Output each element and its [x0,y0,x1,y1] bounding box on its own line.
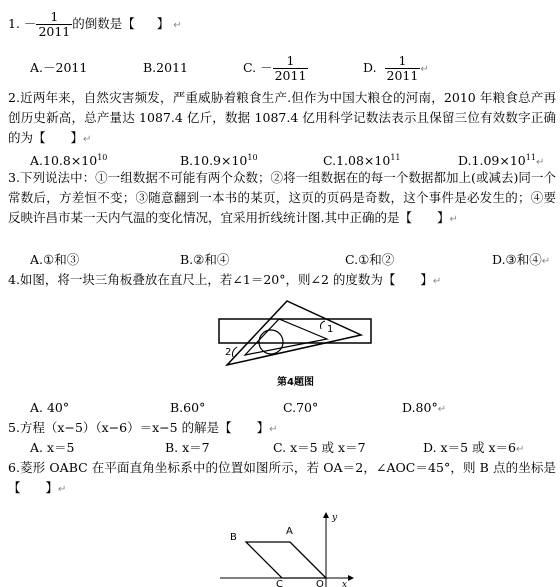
question-number: 1. [8,16,20,31]
q4-option-b[interactable]: B.60° [170,400,206,415]
q3-option-b[interactable]: B.②和④ [180,252,230,267]
return-mark-icon: ↵ [449,214,458,225]
q2-option-c[interactable]: $C.1.08\times 10^{11}$ [323,153,401,169]
fraction-denominator: 2011 [38,24,71,39]
return-mark-icon: ↵ [269,424,278,435]
q3-option-d[interactable]: D.③和④↵ [492,252,551,267]
question-6-stem: 6.菱形 OABC 在平面直角坐标系中的位置如图所示，若 OA＝2，∠AOC＝45°，则 B 点的坐标是【 】↵ [8,460,556,495]
figure-caption: 第4题图 [277,377,314,388]
point-B-label: B [230,532,237,543]
return-mark-icon: ↵ [541,256,551,267]
q1-option-a[interactable]: A.－2011 [30,60,88,75]
question-5-stem: 5.方程（x−5）（x−6）＝x−5 的解是【 】↵ [8,420,278,435]
question-4-stem: 4.如图，将一块三角板叠放在直尺上，若∠1＝20°，则∠2 的度数为【 】↵ [8,272,442,287]
q6-figure-rhombus [220,510,360,587]
return-mark-icon: ↵ [432,276,442,287]
question-1-stem [8,4,182,44]
q4-option-d[interactable]: D.80°↵ [402,400,447,415]
q2-option-a[interactable]: $A.10.8\times 10^{10}$ [30,153,108,169]
q5-option-d[interactable]: D. x＝5 或 x＝6↵ [423,440,525,455]
return-mark-icon: ↵ [173,20,182,31]
q2-option-d[interactable]: $D.1.09\times 10^{11}↵$ [458,153,545,169]
point-A-label: A [286,526,293,537]
q1-option-d[interactable]: D. $\frac{1}{2011}$ ↵ [363,53,429,83]
return-mark-icon: ↵ [515,444,525,455]
q3-option-c[interactable]: C.①和② [345,252,395,267]
q3-option-a[interactable]: A.①和③ [30,252,80,267]
minus-sign: － [23,16,37,31]
y-axis-label: y [332,513,338,523]
q2-option-b[interactable]: $B.10.9\times 10^{10}$ [180,153,258,169]
return-mark-icon: ↵ [83,134,92,145]
return-mark-icon: ↵ [535,157,545,169]
q4-option-a[interactable]: A. 40° [30,400,70,415]
return-mark-icon: ↵ [420,64,429,75]
angle-2-label: 2 [225,347,232,358]
question-2-stem: 2.近两年来，自然灾害频发，严重威胁着粮食生产.但作为中国大粮仓的河南，2010 年粮食总产再创历史新高，总产量达 1087.4 亿斤，数据 1087.4 亿用科学记数法表示且保留三位有效数字正确的为【 】↵ [8,90,556,145]
q5-option-c[interactable]: C. x＝5 或 x＝7 [273,440,366,455]
point-C-label: C [276,579,283,587]
q4-figure-ruler-triangle [215,297,375,392]
angle-1-label: 1 [327,324,334,335]
fraction: $\frac{1}{2011}$ [274,53,307,83]
y-axis-arrow [323,512,329,518]
answer-bracket-close: 】 [156,16,170,31]
fraction: $\frac{1}{2011}$ [386,53,419,83]
question-3-stem: 3.下列说法中：①一组数据不可能有两个众数；②将一组数据在的每一个数据都加上(或减去)同一个常数后，方差恒不变；③随意翻到一本书的某页，这页的页码是奇数，这个事件是必发生的；④要反映许昌市某一天内气温的变化情况，宜采用折线统计图.其中正确的是【 】↵ [8,170,556,225]
q5-option-a[interactable]: A. x＝5 [30,440,75,455]
q1-option-c[interactable]: C. － $\frac{1}{2011}$ [243,53,307,83]
q5-option-b[interactable]: B. x＝7 [165,440,210,455]
q1-option-b[interactable]: B.2011 [143,60,188,75]
q4-option-c[interactable]: C.70° [283,400,319,415]
fraction-numerator: 1 [36,10,72,25]
rhombus-OABC [246,542,326,578]
ruler [219,319,371,343]
x-axis-label: x [342,580,348,587]
return-mark-icon: ↵ [437,404,447,415]
return-mark-icon: ↵ [58,484,67,495]
origin-O-label: O [316,579,324,587]
stem-text: 的倒数是【 [72,16,135,31]
fraction [36,10,72,39]
x-axis-arrow [348,575,354,581]
